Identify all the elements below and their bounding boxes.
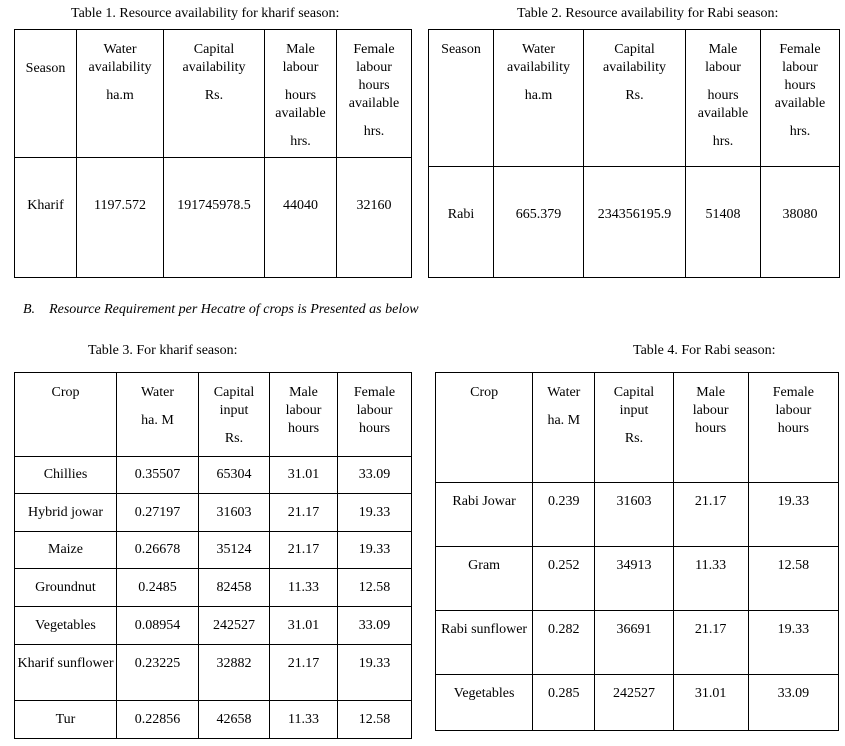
- table-row: [436, 675, 839, 731]
- capital-cell: 242527: [199, 607, 270, 645]
- table1: [14, 29, 412, 278]
- table1-cell-water: 1197.572: [77, 158, 164, 278]
- water-cell: 0.35507: [117, 457, 199, 494]
- male-labour-cell: 31.01: [673, 675, 748, 731]
- table4-header-male: Male labour hours: [673, 373, 748, 483]
- table2-cell-male: 51408: [686, 167, 761, 278]
- table4-header-water: Water ha. M: [533, 373, 595, 483]
- table3-header-crop: Crop: [15, 373, 117, 457]
- table2: [428, 29, 840, 278]
- table1-cell-capital: 191745978.5: [164, 158, 265, 278]
- female-labour-cell: 33.09: [748, 675, 838, 731]
- table3-header-capital: Capital input Rs.: [199, 373, 270, 457]
- female-labour-cell: 19.33: [748, 611, 838, 675]
- female-labour-cell: 19.33: [748, 483, 838, 547]
- capital-cell: 35124: [199, 532, 270, 569]
- crop-cell: Groundnut: [15, 569, 117, 607]
- table-row: [436, 611, 839, 675]
- table-row: [15, 494, 412, 532]
- table-row: [436, 547, 839, 611]
- capital-cell: 31603: [595, 483, 673, 547]
- male-labour-cell: 11.33: [270, 569, 338, 607]
- table3-header-male: Male labour hours: [270, 373, 338, 457]
- table2-header-season: Season: [429, 30, 494, 167]
- water-cell: 0.2485: [117, 569, 199, 607]
- table3-body: [15, 457, 412, 739]
- female-labour-cell: 12.58: [338, 569, 412, 607]
- crop-cell: Vegetables: [436, 675, 533, 731]
- table1-header-capital: Capital availability Rs.: [164, 30, 265, 158]
- table2-caption: Table 2. Resource availability for Rabi season:: [517, 6, 779, 21]
- table2-cell-capital: 234356195.9: [584, 167, 686, 278]
- water-cell: 0.282: [533, 611, 595, 675]
- table1-header-water: Water availability ha.m: [77, 30, 164, 158]
- female-labour-cell: 19.33: [338, 494, 412, 532]
- table1-cell-female: 32160: [337, 158, 412, 278]
- male-labour-cell: 21.17: [270, 532, 338, 569]
- water-cell: 0.08954: [117, 607, 199, 645]
- table1-header-row: [15, 30, 412, 158]
- crop-cell: Rabi sunflower: [436, 611, 533, 675]
- male-labour-cell: 21.17: [270, 494, 338, 532]
- table1-header-female: Female labour hours available hrs.: [337, 30, 412, 158]
- table-row: [15, 701, 412, 739]
- table-row: [15, 532, 412, 569]
- water-cell: 0.27197: [117, 494, 199, 532]
- table2-header-water: Water availability ha.m: [494, 30, 584, 167]
- capital-cell: 31603: [199, 494, 270, 532]
- table3-header-row: [15, 373, 412, 457]
- table4: [435, 372, 839, 731]
- table4-header-crop: Crop: [436, 373, 533, 483]
- table2-data-row: [429, 167, 840, 278]
- table1-caption: Table 1. Resource availability for kharif season:: [71, 6, 340, 21]
- capital-cell: 34913: [595, 547, 673, 611]
- table4-header-capital: Capital input Rs.: [595, 373, 673, 483]
- table4-header-female: Female labour hours: [748, 373, 838, 483]
- water-cell: 0.22856: [117, 701, 199, 739]
- female-labour-cell: 33.09: [338, 607, 412, 645]
- capital-cell: 36691: [595, 611, 673, 675]
- male-labour-cell: 21.17: [673, 611, 748, 675]
- female-labour-cell: 12.58: [338, 701, 412, 739]
- capital-cell: 242527: [595, 675, 673, 731]
- female-labour-cell: 33.09: [338, 457, 412, 494]
- water-cell: 0.23225: [117, 645, 199, 701]
- female-labour-cell: 19.33: [338, 532, 412, 569]
- male-labour-cell: 31.01: [270, 607, 338, 645]
- table1-header-season: Season: [15, 30, 77, 158]
- table1-data-row: [15, 158, 412, 278]
- table-row: [15, 645, 412, 701]
- table-row: [436, 483, 839, 547]
- crop-cell: Chillies: [15, 457, 117, 494]
- crop-cell: Gram: [436, 547, 533, 611]
- table4-body: [436, 483, 839, 731]
- male-labour-cell: 31.01: [270, 457, 338, 494]
- section-b-heading: [23, 302, 419, 318]
- water-cell: 0.285: [533, 675, 595, 731]
- table2-header-male: Male labour hours available hrs.: [686, 30, 761, 167]
- table-row: [15, 607, 412, 645]
- water-cell: 0.239: [533, 483, 595, 547]
- capital-cell: 65304: [199, 457, 270, 494]
- table4-caption: Table 4. For Rabi season:: [633, 343, 776, 358]
- male-labour-cell: 21.17: [270, 645, 338, 701]
- table2-header-female: Female labour hours available hrs.: [761, 30, 840, 167]
- table4-header-row: [436, 373, 839, 483]
- table3: [14, 372, 412, 739]
- crop-cell: Rabi Jowar: [436, 483, 533, 547]
- table2-cell-female: 38080: [761, 167, 840, 278]
- table1-cell-male: 44040: [265, 158, 337, 278]
- capital-cell: 32882: [199, 645, 270, 701]
- capital-cell: 82458: [199, 569, 270, 607]
- section-b-marker: B.: [23, 302, 36, 317]
- table3-header-female: Female labour hours: [338, 373, 412, 457]
- table1-cell-season: Kharif: [15, 158, 77, 278]
- table2-header-capital: Capital availability Rs.: [584, 30, 686, 167]
- crop-cell: Vegetables: [15, 607, 117, 645]
- crop-cell: Hybrid jowar: [15, 494, 117, 532]
- table3-caption: Table 3. For kharif season:: [88, 343, 238, 358]
- crop-cell: Kharif sunflower: [15, 645, 117, 701]
- table2-cell-season: Rabi: [429, 167, 494, 278]
- table-row: [15, 569, 412, 607]
- male-labour-cell: 21.17: [673, 483, 748, 547]
- male-labour-cell: 11.33: [673, 547, 748, 611]
- female-labour-cell: 12.58: [748, 547, 838, 611]
- capital-cell: 42658: [199, 701, 270, 739]
- table2-cell-water: 665.379: [494, 167, 584, 278]
- table1-header-male: Male labour hours available hrs.: [265, 30, 337, 158]
- table3-header-water: Water ha. M: [117, 373, 199, 457]
- crop-cell: Tur: [15, 701, 117, 739]
- female-labour-cell: 19.33: [338, 645, 412, 701]
- water-cell: 0.252: [533, 547, 595, 611]
- water-cell: 0.26678: [117, 532, 199, 569]
- section-b-text: Resource Requirement per Hecatre of crops is Presented as below: [49, 302, 419, 317]
- male-labour-cell: 11.33: [270, 701, 338, 739]
- crop-cell: Maize: [15, 532, 117, 569]
- table2-header-row: [429, 30, 840, 167]
- table-row: [15, 457, 412, 494]
